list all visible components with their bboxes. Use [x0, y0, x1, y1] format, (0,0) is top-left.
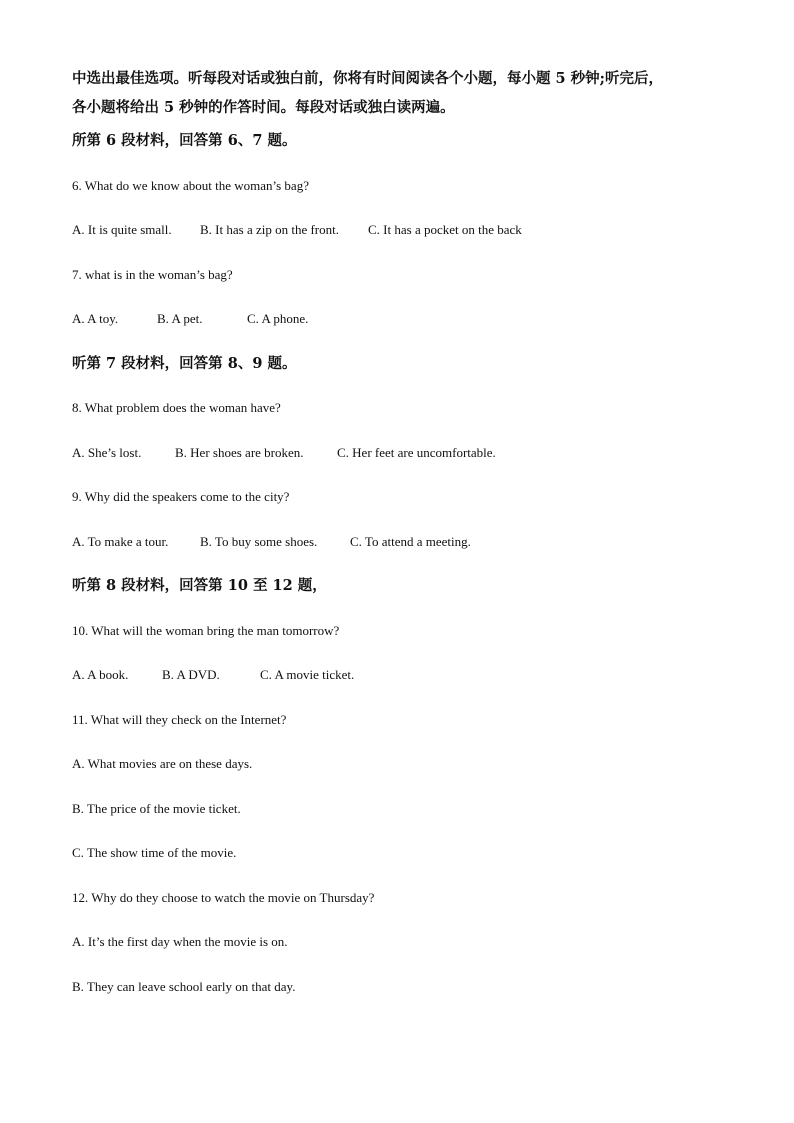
- question-7-option-c: C. A phone.: [247, 311, 309, 326]
- question-12: 12. Why do they choose to watch the movie on Thursday?: [72, 889, 375, 905]
- question-9: 9. Why did the speakers come to the city?: [72, 489, 290, 504]
- question-10-option-c: C. A movie ticket.: [260, 667, 355, 682]
- question-11-option-c: C. The show time of the movie.: [72, 845, 237, 860]
- question-12-option-b: B. They can leave school early on that day.: [72, 978, 296, 994]
- section-heading-8: 听第 8 段材料，回答第 10 至 12 题，: [72, 577, 327, 594]
- question-10-option-a: A. A book.: [72, 667, 129, 682]
- question-9-option-b: B. To buy some shoes.: [200, 533, 318, 549]
- question-11-option-a: A. What movies are on these days.: [72, 756, 253, 771]
- question-8-option-b: B. Her shoes are broken.: [175, 444, 304, 460]
- question-8-option-c: C. Her feet are uncomfortable.: [337, 444, 496, 460]
- question-7-option-b: B. A pet.: [157, 311, 203, 326]
- question-7: 7. what is in the woman’s bag?: [72, 266, 233, 282]
- instructions: [72, 64, 732, 122]
- instructions-line-1: 中选出最佳选项。听每段对话或独白前，你将有时间阅读各个小题，每小题 5 秒钟;听完后，: [72, 70, 664, 87]
- question-10: 10. What will the woman bring the man tomorrow?: [72, 622, 340, 638]
- question-12-option-a: A. It’s the first day when the movie is on.: [72, 934, 288, 949]
- instructions-line-2: 各小题将给出 5 秒钟的作答时间。每段对话或独白读两遍。: [72, 99, 455, 116]
- question-7-option-a: A. A toy.: [72, 311, 119, 326]
- section-heading-7: 听第 7 段材料，回答第 8、9 题。: [72, 354, 297, 372]
- question-6-option-b: B. It has a zip on the front.: [200, 222, 339, 237]
- question-11: 11. What will they check on the Internet?: [72, 711, 287, 727]
- question-6-option-c: C. It has a pocket on the back: [368, 222, 522, 237]
- question-9-option-a: A. To make a tour.: [72, 533, 169, 549]
- question-8-options: [72, 442, 732, 464]
- question-10-option-b: B. A DVD.: [162, 667, 220, 682]
- question-8: 8. What problem does the woman have?: [72, 400, 281, 415]
- question-7-options: [72, 308, 732, 330]
- question-9-option-c: C. To attend a meeting.: [350, 533, 471, 549]
- section-heading-6: 所第 6 段材料，回答第 6、7 题。: [72, 132, 297, 149]
- question-6: 6. What do we know about the woman’s bag?: [72, 177, 309, 193]
- question-6-option-a: A. It is quite small.: [72, 222, 172, 237]
- question-6-options: [72, 219, 732, 241]
- question-9-options: [72, 531, 732, 553]
- question-10-options: [72, 664, 732, 686]
- exam-page: [72, 64, 732, 1020]
- question-11-option-b: B. The price of the movie ticket.: [72, 800, 241, 816]
- question-8-option-a: A. She’s lost.: [72, 444, 142, 460]
